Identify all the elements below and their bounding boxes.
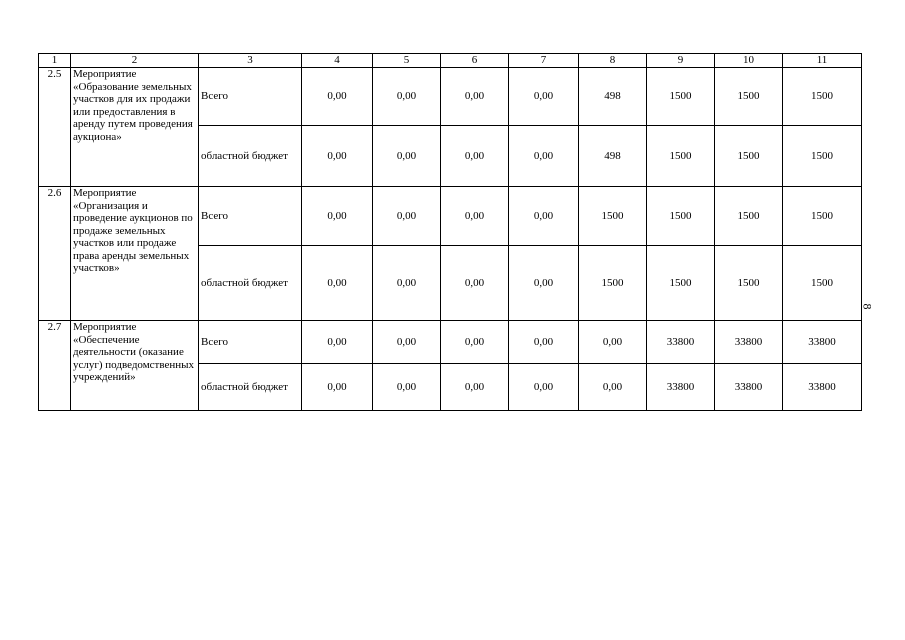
value-cell: 1500 xyxy=(783,187,862,246)
value-cell: 1500 xyxy=(715,246,783,321)
value-cell: 0,00 xyxy=(373,187,441,246)
value-cell: 1500 xyxy=(647,126,715,187)
column-number: 7 xyxy=(509,54,579,68)
row-number: 2.6 xyxy=(39,187,71,321)
value-cell: 33800 xyxy=(715,321,783,364)
value-cell: 33800 xyxy=(783,321,862,364)
value-cell: 33800 xyxy=(647,321,715,364)
value-cell: 0,00 xyxy=(302,364,373,411)
activity-name: Мероприятие «Обеспечение деятельности (оказание услуг) подведомственных учреждений» xyxy=(71,321,199,411)
value-cell: 1500 xyxy=(783,126,862,187)
value-cell: 498 xyxy=(579,126,647,187)
value-cell: 0,00 xyxy=(302,246,373,321)
value-cell: 0,00 xyxy=(441,126,509,187)
value-cell: 1500 xyxy=(579,246,647,321)
column-number: 2 xyxy=(71,54,199,68)
value-cell: 1500 xyxy=(715,126,783,187)
row-number: 2.7 xyxy=(39,321,71,411)
funding-source: Всего xyxy=(199,187,302,246)
column-number: 1 xyxy=(39,54,71,68)
value-cell: 0,00 xyxy=(441,364,509,411)
value-cell: 0,00 xyxy=(302,187,373,246)
value-cell: 0,00 xyxy=(579,321,647,364)
table-row xyxy=(39,321,862,364)
value-cell: 498 xyxy=(579,68,647,126)
budget-table xyxy=(38,53,862,411)
table-row xyxy=(39,187,862,246)
value-cell: 1500 xyxy=(647,68,715,126)
value-cell: 0,00 xyxy=(509,68,579,126)
value-cell: 0,00 xyxy=(579,364,647,411)
page-number: 8 xyxy=(860,303,875,310)
column-number: 10 xyxy=(715,54,783,68)
column-number: 8 xyxy=(579,54,647,68)
funding-source: Всего xyxy=(199,68,302,126)
value-cell: 0,00 xyxy=(509,364,579,411)
value-cell: 33800 xyxy=(647,364,715,411)
column-number: 11 xyxy=(783,54,862,68)
value-cell: 0,00 xyxy=(441,321,509,364)
value-cell: 0,00 xyxy=(509,126,579,187)
column-number: 3 xyxy=(199,54,302,68)
funding-source: областной бюджет xyxy=(199,246,302,321)
value-cell: 0,00 xyxy=(302,68,373,126)
value-cell: 1500 xyxy=(783,68,862,126)
column-number-row xyxy=(39,54,862,68)
value-cell: 0,00 xyxy=(441,68,509,126)
value-cell: 1500 xyxy=(579,187,647,246)
column-number: 4 xyxy=(302,54,373,68)
value-cell: 33800 xyxy=(783,364,862,411)
funding-source: Всего xyxy=(199,321,302,364)
value-cell: 0,00 xyxy=(509,246,579,321)
value-cell: 0,00 xyxy=(373,246,441,321)
funding-source: областной бюджет xyxy=(199,126,302,187)
activity-name: Мероприятие «Организация и проведение аукционов по продаже земельных участков или продаже права аренды земельных участков» xyxy=(71,187,199,321)
value-cell: 0,00 xyxy=(509,321,579,364)
value-cell: 0,00 xyxy=(373,126,441,187)
row-number: 2.5 xyxy=(39,68,71,187)
value-cell: 1500 xyxy=(647,187,715,246)
value-cell: 0,00 xyxy=(509,187,579,246)
value-cell: 1500 xyxy=(647,246,715,321)
column-number: 5 xyxy=(373,54,441,68)
table-row xyxy=(39,68,862,126)
value-cell: 1500 xyxy=(715,68,783,126)
column-number: 6 xyxy=(441,54,509,68)
value-cell: 0,00 xyxy=(441,246,509,321)
column-number: 9 xyxy=(647,54,715,68)
value-cell: 0,00 xyxy=(302,126,373,187)
value-cell: 0,00 xyxy=(302,321,373,364)
activity-name: Мероприятие «Образование земельных участков для их продажи или предоставления в аренду путем проведения аукциона» xyxy=(71,68,199,187)
funding-source: областной бюджет xyxy=(199,364,302,411)
value-cell: 0,00 xyxy=(441,187,509,246)
value-cell: 1500 xyxy=(715,187,783,246)
value-cell: 33800 xyxy=(715,364,783,411)
value-cell: 0,00 xyxy=(373,68,441,126)
value-cell: 0,00 xyxy=(373,321,441,364)
value-cell: 0,00 xyxy=(373,364,441,411)
value-cell: 1500 xyxy=(783,246,862,321)
